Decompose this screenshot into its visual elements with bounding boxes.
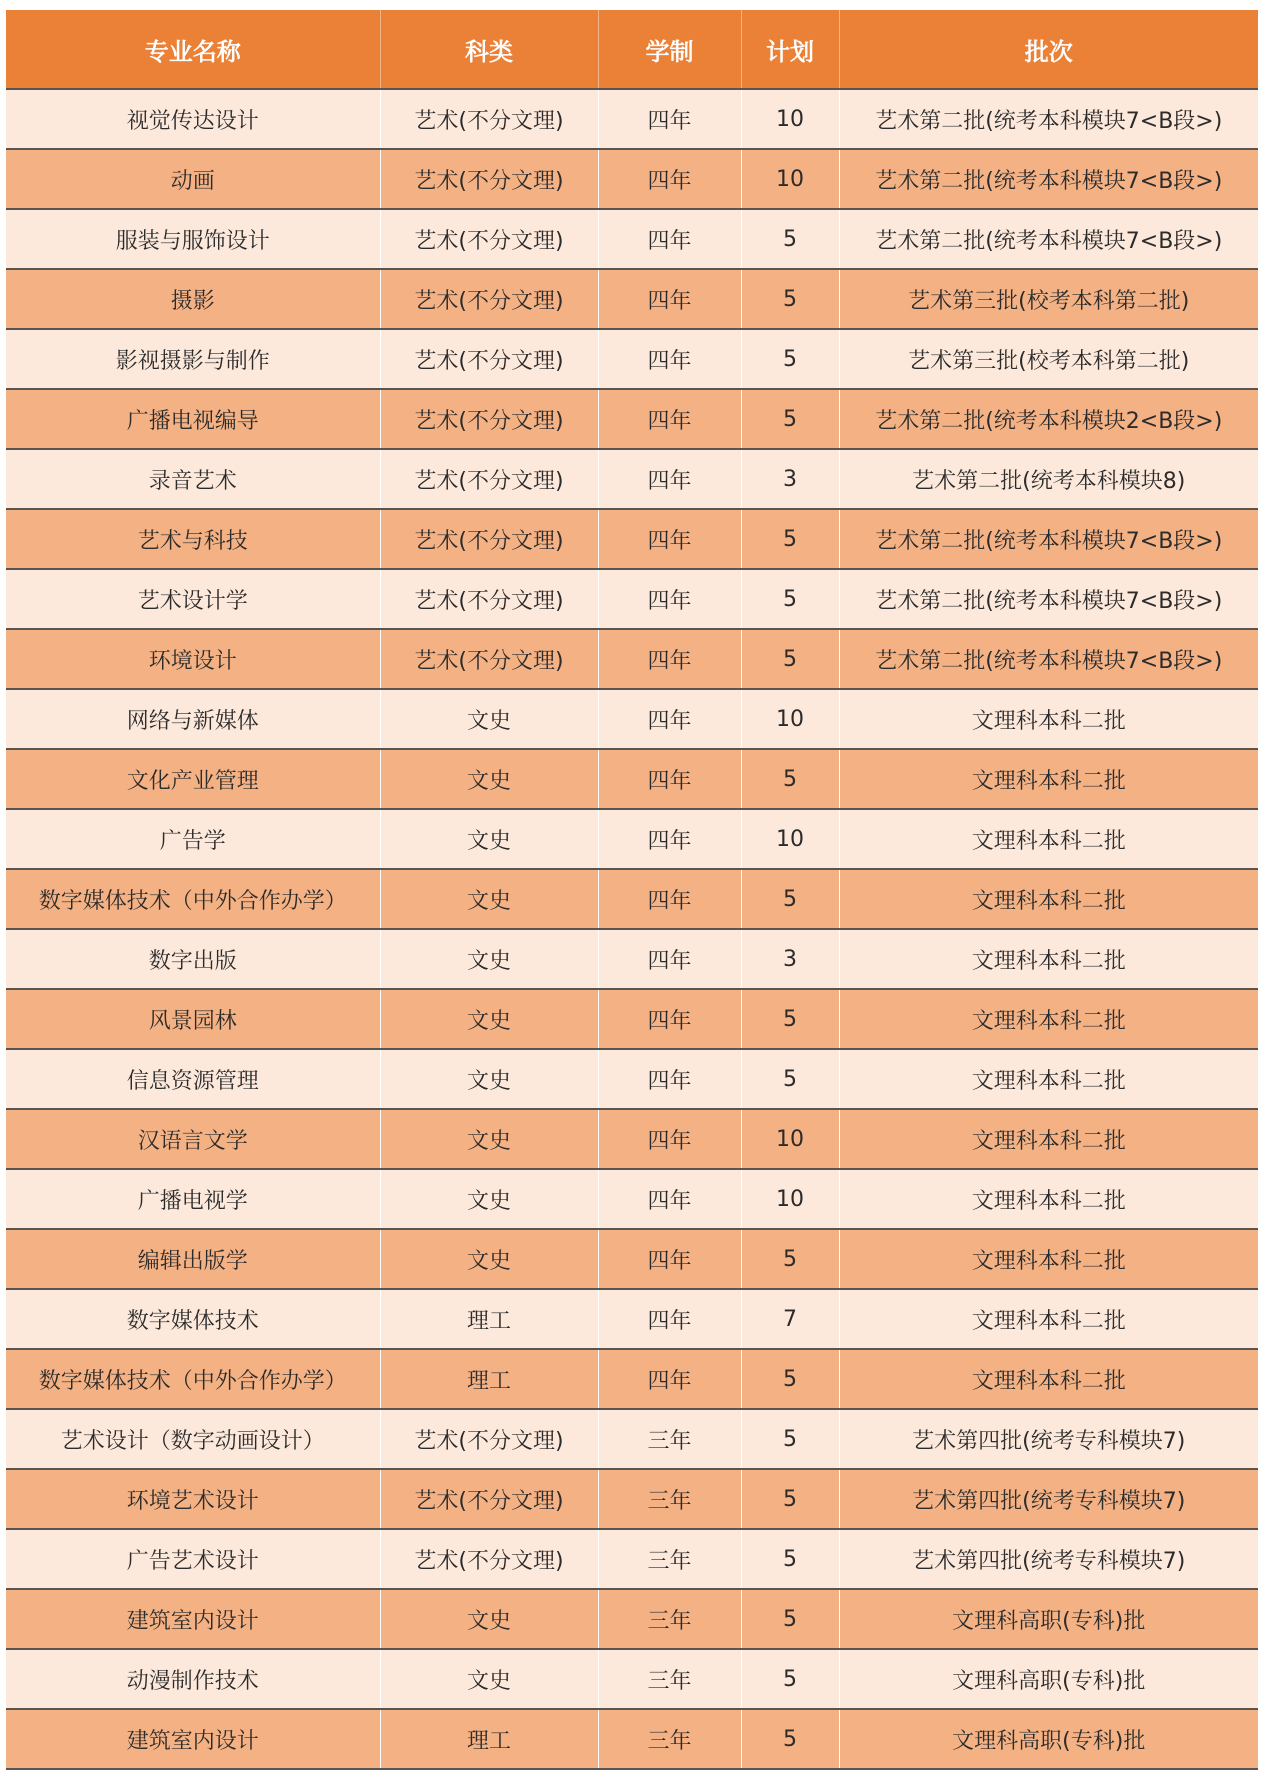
cell-length: 四年: [598, 1289, 741, 1349]
table-header: [6, 10, 1258, 89]
cell-length: 四年: [598, 209, 741, 269]
cell-length: 四年: [598, 689, 741, 749]
cell-major: 艺术设计学: [6, 569, 380, 629]
cell-major: 文化产业管理: [6, 749, 380, 809]
cell-category: 文史: [380, 809, 598, 869]
table-row: [6, 749, 1258, 809]
cell-plan: 5: [741, 209, 839, 269]
cell-plan: 5: [741, 629, 839, 689]
cell-plan: 5: [741, 1529, 839, 1589]
cell-plan: 5: [741, 1409, 839, 1469]
table-row: [6, 269, 1258, 329]
cell-plan: 3: [741, 929, 839, 989]
cell-batch: 文理科高职(专科)批: [839, 1589, 1258, 1649]
cell-category: 艺术(不分文理): [380, 449, 598, 509]
cell-category: 艺术(不分文理): [380, 569, 598, 629]
cell-category: 艺术(不分文理): [380, 1469, 598, 1529]
cell-major: 影视摄影与制作: [6, 329, 380, 389]
cell-length: 四年: [598, 1169, 741, 1229]
cell-plan: 5: [741, 269, 839, 329]
cell-category: 艺术(不分文理): [380, 89, 598, 149]
table-row: [6, 209, 1258, 269]
cell-major: 汉语言文学: [6, 1109, 380, 1169]
table-row: [6, 1049, 1258, 1109]
cell-major: 数字出版: [6, 929, 380, 989]
cell-plan: 5: [741, 389, 839, 449]
table-row: [6, 869, 1258, 929]
table-row: [6, 1649, 1258, 1709]
cell-plan: 5: [741, 1709, 839, 1769]
cell-major: 广播电视编导: [6, 389, 380, 449]
cell-batch: 文理科本科二批: [839, 869, 1258, 929]
cell-plan: 5: [741, 749, 839, 809]
enrollment-plan-table: [6, 10, 1258, 1770]
cell-category: 文史: [380, 1589, 598, 1649]
cell-major: 编辑出版学: [6, 1229, 380, 1289]
cell-batch: 艺术第三批(校考本科第二批): [839, 329, 1258, 389]
cell-length: 三年: [598, 1589, 741, 1649]
cell-category: 艺术(不分文理): [380, 209, 598, 269]
cell-length: 三年: [598, 1529, 741, 1589]
table-row: [6, 1109, 1258, 1169]
cell-plan: 5: [741, 1469, 839, 1529]
cell-length: 四年: [598, 449, 741, 509]
header-major: 专业名称: [6, 10, 380, 89]
table-row: [6, 1229, 1258, 1289]
cell-batch: 文理科高职(专科)批: [839, 1709, 1258, 1769]
cell-length: 四年: [598, 929, 741, 989]
cell-plan: 10: [741, 1169, 839, 1229]
cell-category: 文史: [380, 869, 598, 929]
cell-length: 四年: [598, 389, 741, 449]
cell-major: 建筑室内设计: [6, 1709, 380, 1769]
cell-batch: 文理科本科二批: [839, 1169, 1258, 1229]
cell-plan: 5: [741, 1589, 839, 1649]
cell-plan: 5: [741, 329, 839, 389]
cell-batch: 文理科本科二批: [839, 809, 1258, 869]
cell-plan: 5: [741, 569, 839, 629]
cell-length: 三年: [598, 1409, 741, 1469]
table-row: [6, 689, 1258, 749]
cell-plan: 5: [741, 869, 839, 929]
cell-batch: 文理科本科二批: [839, 1049, 1258, 1109]
table-row: [6, 389, 1258, 449]
cell-major: 建筑室内设计: [6, 1589, 380, 1649]
cell-length: 四年: [598, 89, 741, 149]
cell-length: 三年: [598, 1649, 741, 1709]
cell-plan: 10: [741, 89, 839, 149]
cell-plan: 10: [741, 1109, 839, 1169]
cell-batch: 艺术第三批(校考本科第二批): [839, 269, 1258, 329]
cell-batch: 艺术第二批(统考本科模块7<B段>): [839, 629, 1258, 689]
cell-category: 文史: [380, 689, 598, 749]
cell-major: 录音艺术: [6, 449, 380, 509]
table-row: [6, 1709, 1258, 1769]
cell-batch: 文理科本科二批: [839, 1289, 1258, 1349]
table-row: [6, 1169, 1258, 1229]
cell-length: 三年: [598, 1709, 741, 1769]
cell-batch: 艺术第四批(统考专科模块7): [839, 1469, 1258, 1529]
cell-plan: 10: [741, 149, 839, 209]
cell-batch: 艺术第二批(统考本科模块7<B段>): [839, 89, 1258, 149]
header-plan: 计划: [741, 10, 839, 89]
table-row: [6, 569, 1258, 629]
cell-major: 广播电视学: [6, 1169, 380, 1229]
cell-batch: 艺术第二批(统考本科模块7<B段>): [839, 149, 1258, 209]
cell-major: 动漫制作技术: [6, 1649, 380, 1709]
table-row: [6, 629, 1258, 689]
cell-batch: 艺术第二批(统考本科模块7<B段>): [839, 209, 1258, 269]
cell-major: 环境艺术设计: [6, 1469, 380, 1529]
table-row: [6, 329, 1258, 389]
cell-major: 网络与新媒体: [6, 689, 380, 749]
cell-length: 四年: [598, 749, 741, 809]
cell-category: 理工: [380, 1349, 598, 1409]
cell-batch: 文理科本科二批: [839, 929, 1258, 989]
cell-category: 文史: [380, 1229, 598, 1289]
cell-category: 艺术(不分文理): [380, 269, 598, 329]
cell-batch: 文理科本科二批: [839, 689, 1258, 749]
cell-major: 环境设计: [6, 629, 380, 689]
cell-length: 三年: [598, 1469, 741, 1529]
cell-length: 四年: [598, 629, 741, 689]
cell-category: 文史: [380, 929, 598, 989]
cell-length: 四年: [598, 329, 741, 389]
cell-category: 艺术(不分文理): [380, 509, 598, 569]
cell-major: 数字媒体技术（中外合作办学）: [6, 1349, 380, 1409]
cell-plan: 10: [741, 689, 839, 749]
cell-category: 艺术(不分文理): [380, 149, 598, 209]
table-row: [6, 509, 1258, 569]
cell-category: 文史: [380, 1049, 598, 1109]
cell-major: 广告学: [6, 809, 380, 869]
table-row: [6, 149, 1258, 209]
cell-plan: 5: [741, 509, 839, 569]
cell-major: 风景园林: [6, 989, 380, 1049]
cell-category: 艺术(不分文理): [380, 629, 598, 689]
cell-category: 文史: [380, 749, 598, 809]
cell-category: 艺术(不分文理): [380, 389, 598, 449]
cell-batch: 文理科本科二批: [839, 749, 1258, 809]
cell-major: 艺术与科技: [6, 509, 380, 569]
cell-major: 信息资源管理: [6, 1049, 380, 1109]
cell-major: 视觉传达设计: [6, 89, 380, 149]
table-row: [6, 989, 1258, 1049]
header-row: [6, 10, 1258, 89]
cell-category: 文史: [380, 1649, 598, 1709]
cell-batch: 文理科本科二批: [839, 1109, 1258, 1169]
cell-length: 四年: [598, 569, 741, 629]
cell-category: 文史: [380, 1109, 598, 1169]
cell-length: 四年: [598, 1109, 741, 1169]
table-row: [6, 449, 1258, 509]
table-row: [6, 929, 1258, 989]
cell-plan: 3: [741, 449, 839, 509]
header-batch: 批次: [839, 10, 1258, 89]
cell-plan: 5: [741, 989, 839, 1049]
cell-batch: 艺术第二批(统考本科模块7<B段>): [839, 509, 1258, 569]
cell-major: 数字媒体技术: [6, 1289, 380, 1349]
table-row: [6, 1289, 1258, 1349]
cell-length: 四年: [598, 1049, 741, 1109]
cell-plan: 5: [741, 1229, 839, 1289]
table-row: [6, 1409, 1258, 1469]
cell-category: 文史: [380, 1169, 598, 1229]
table-row: [6, 1529, 1258, 1589]
cell-category: 艺术(不分文理): [380, 1529, 598, 1589]
cell-category: 文史: [380, 989, 598, 1049]
cell-category: 艺术(不分文理): [380, 1409, 598, 1469]
cell-plan: 5: [741, 1649, 839, 1709]
cell-length: 四年: [598, 1349, 741, 1409]
table-row: [6, 1469, 1258, 1529]
cell-length: 四年: [598, 809, 741, 869]
cell-length: 四年: [598, 1229, 741, 1289]
table-body: [6, 89, 1258, 1769]
cell-length: 四年: [598, 149, 741, 209]
cell-plan: 5: [741, 1349, 839, 1409]
cell-major: 服装与服饰设计: [6, 209, 380, 269]
header-length: 学制: [598, 10, 741, 89]
cell-category: 艺术(不分文理): [380, 329, 598, 389]
cell-batch: 文理科本科二批: [839, 1349, 1258, 1409]
cell-length: 四年: [598, 869, 741, 929]
table-row: [6, 1589, 1258, 1649]
cell-batch: 文理科本科二批: [839, 1229, 1258, 1289]
cell-plan: 5: [741, 1049, 839, 1109]
cell-batch: 艺术第二批(统考本科模块8): [839, 449, 1258, 509]
table-row: [6, 89, 1258, 149]
header-category: 科类: [380, 10, 598, 89]
cell-plan: 10: [741, 809, 839, 869]
cell-major: 动画: [6, 149, 380, 209]
cell-major: 摄影: [6, 269, 380, 329]
cell-batch: 艺术第四批(统考专科模块7): [839, 1529, 1258, 1589]
cell-batch: 文理科高职(专科)批: [839, 1649, 1258, 1709]
cell-major: 数字媒体技术（中外合作办学）: [6, 869, 380, 929]
cell-batch: 文理科本科二批: [839, 989, 1258, 1049]
cell-major: 广告艺术设计: [6, 1529, 380, 1589]
table-row: [6, 809, 1258, 869]
cell-batch: 艺术第四批(统考专科模块7): [839, 1409, 1258, 1469]
cell-batch: 艺术第二批(统考本科模块2<B段>): [839, 389, 1258, 449]
cell-major: 艺术设计（数字动画设计）: [6, 1409, 380, 1469]
cell-category: 理工: [380, 1289, 598, 1349]
cell-length: 四年: [598, 509, 741, 569]
cell-length: 四年: [598, 269, 741, 329]
cell-category: 理工: [380, 1709, 598, 1769]
table-row: [6, 1349, 1258, 1409]
cell-plan: 7: [741, 1289, 839, 1349]
cell-batch: 艺术第二批(统考本科模块7<B段>): [839, 569, 1258, 629]
cell-length: 四年: [598, 989, 741, 1049]
